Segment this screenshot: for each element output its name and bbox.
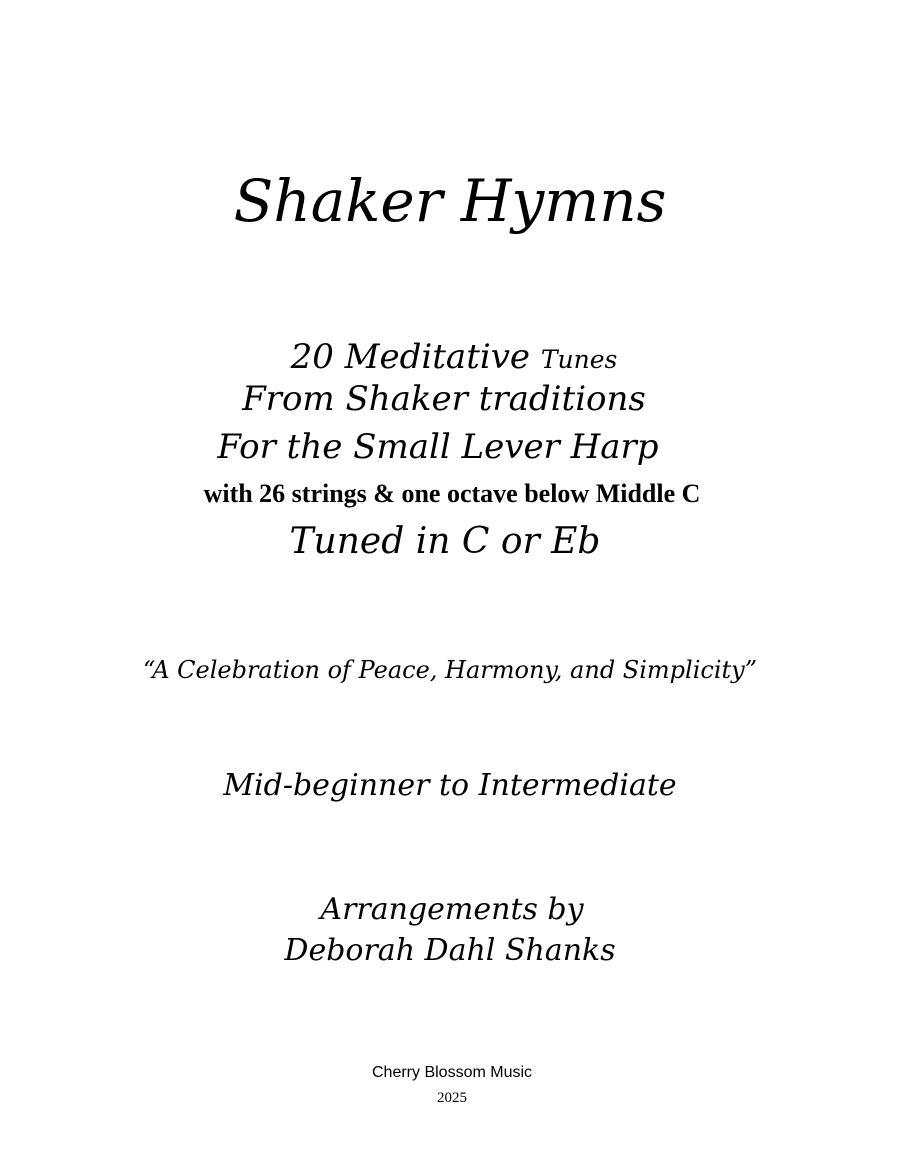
strings-line: with 26 strings & one octave below Middle C xyxy=(203,479,701,508)
tagline-quote: “A Celebration of Peace, Harmony, and Simplicity” xyxy=(143,656,757,684)
arrangements-by-label: Arrangements by xyxy=(320,892,584,927)
publication-year: 2025 xyxy=(437,1090,467,1106)
instrument-line: For the Small Lever Harp xyxy=(217,427,659,467)
tune-count-suffix: Tunes xyxy=(540,345,618,374)
tune-count-main: 20 Meditative xyxy=(290,337,531,377)
tune-count-line xyxy=(4,337,900,377)
difficulty-level: Mid-beginner to Intermediate xyxy=(223,768,677,803)
tuning-line: Tuned in C or Eb xyxy=(289,521,601,562)
publisher-name: Cherry Blossom Music xyxy=(371,1064,533,1081)
author-name: Deborah Dahl Shanks xyxy=(284,933,616,968)
document-title: Shaker Hymns xyxy=(233,167,667,235)
origin-line: From Shaker traditions xyxy=(242,379,646,419)
